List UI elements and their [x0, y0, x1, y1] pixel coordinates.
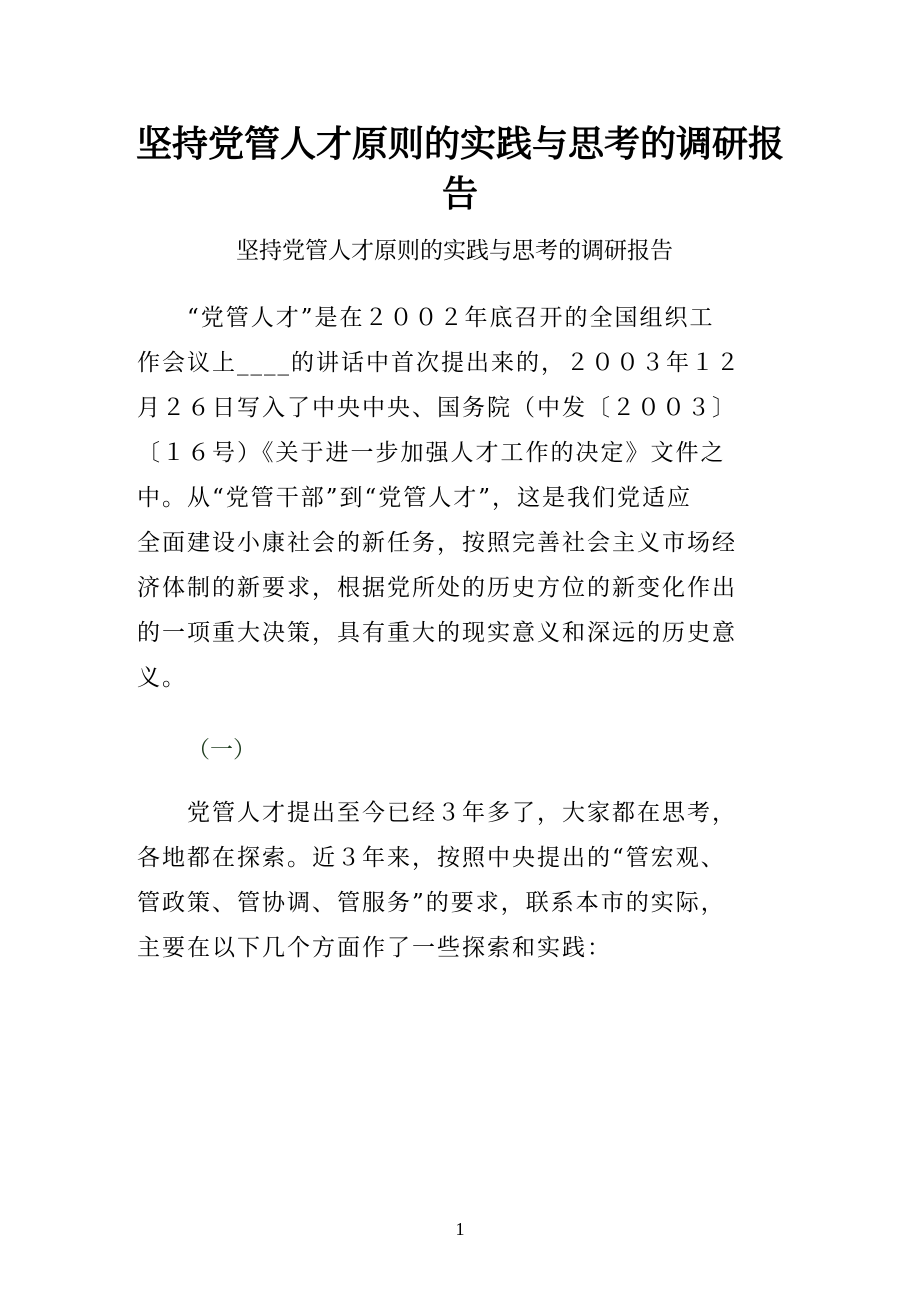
paragraph-line: 月２６日写入了中央中央、国务院（中发〔２００３〕 — [137, 395, 737, 421]
paragraph-line: 全面建设小康社会的新任务，按照完善社会主义市场经 — [137, 530, 737, 556]
paragraph-line: 济体制的新要求，根据党所处的历史方位的新变化作出 — [137, 575, 737, 601]
paragraph-line: 主要在以下几个方面作了一些探索和实践： — [137, 935, 612, 961]
document-title: 坚持党管人才原则的实践与思考的调研报告 — [135, 124, 784, 215]
paragraph-line: 党管人才提出至今已经３年多了，大家都在思考， — [187, 800, 737, 826]
paragraph-intro — [137, 296, 777, 701]
page-number: 1 — [455, 1219, 465, 1239]
paragraph-body — [137, 791, 777, 971]
document-subtitle: 坚持党管人才原则的实践与思考的调研报告 — [236, 238, 673, 264]
paragraph-line: 管政策、管协调、管服务”的要求，联系本市的实际， — [137, 890, 726, 916]
paragraph-line: “党管人才”是在２００２年底召开的全国组织工 — [187, 305, 715, 331]
paragraph-line: 的一项重大决策，具有重大的现实意义和深远的历史意 — [137, 620, 737, 646]
paragraph-line: 中。从“党管干部”到“党管人才”，这是我们党适应 — [137, 485, 693, 511]
section-heading: （一） — [187, 737, 256, 763]
paragraph-line: 各地都在探索。近３年来，按照中央提出的“管宏观、 — [137, 845, 726, 871]
paragraph-line: 义。 — [137, 665, 187, 691]
paragraph-line: 作会议上____的讲话中首次提出来的，２００３年１２ — [137, 350, 741, 376]
paragraph-line: 〔１６号）《关于进一步加强人才工作的决定》文件之 — [137, 440, 726, 466]
